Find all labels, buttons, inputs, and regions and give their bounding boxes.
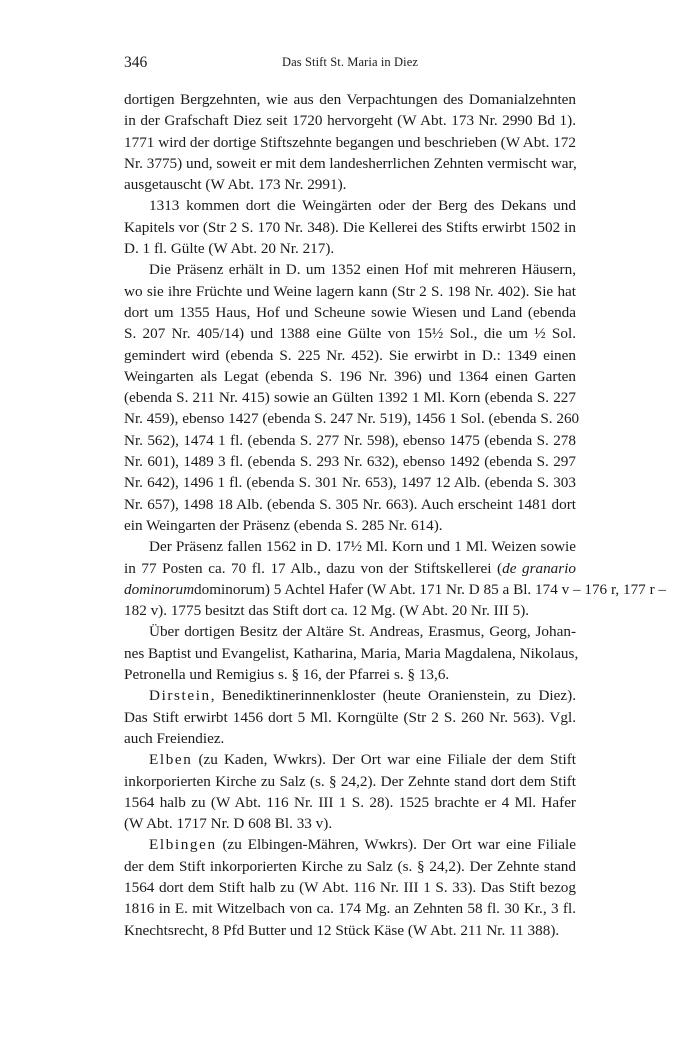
text-line: dort um 1355 Haus, Hof und Scheune sowie Wiesen und Land (ebenda [124, 303, 576, 321]
text-line [124, 749, 576, 770]
running-head [124, 54, 576, 76]
text-line: Nr. 601), 1489 3 fl. (ebenda S. 293 Nr. 632), ebenso 1492 (ebenda S. 297 [124, 453, 576, 471]
text-line: Nr. 459), ebenso 1427 (ebenda S. 247 Nr. 519), 1456 1 Sol. (ebenda S. 260 [124, 410, 580, 428]
running-title: Das Stift St. Maria in Diez [281, 55, 418, 69]
page-number: 346 [124, 54, 148, 71]
text-segment: in 77 Posten ca. 70 fl. 17 Alb., dazu von der Stiftskellerei ( [124, 559, 503, 577]
text-segment: (zu Kaden, Wwkrs). Der Ort war eine Filiale der dem Stift [192, 751, 576, 769]
paragraph-2 [124, 259, 580, 536]
book-page [124, 54, 667, 941]
paragraph-1 [124, 195, 576, 259]
text-line: 1771 wird der dortige Stiftszehnte begangen und beschrieben (W Abt. 172 [124, 133, 576, 151]
text-segment: dominorum) 5 Achtel Hafer (W Abt. 171 Nr. D 85 a Bl. 174 v – 176 r, 177 r – [194, 580, 667, 598]
text-line: Die Präsenz erhält in D. um 1352 einen Hof mit mehreren Häusern, [149, 261, 576, 279]
latin-term: dominorum [124, 580, 195, 598]
text-line: 182 v). 1775 besitzt das Stift dort ca. 12 Mg. (W Abt. 20 Nr. III 5). [124, 602, 530, 620]
text-line: der dem Stift inkorporierten Kirche zu Salz (s. § 24,2). Der Zehnte stand [124, 857, 576, 875]
text-line: Nr. 657), 1498 18 Alb. (ebenda S. 305 Nr. 663). Auch erscheint 1481 dort [124, 495, 576, 513]
text-line: dortigen Bergzehnten, wie aus den Verpachtungen des Domanialzehnten [124, 91, 576, 108]
paragraph-6 [124, 749, 576, 834]
text-line: auch Freiendiez. [124, 729, 225, 747]
text-segment: , Benediktinerinnenkloster (heute Oranienstein, zu Diez). [210, 687, 576, 705]
text-line: Knechtsrecht, 8 Pfd Butter und 12 Stück Käse (W Abt. 211 Nr. 11 388). [124, 921, 560, 939]
place-name: Elben [149, 751, 193, 769]
text-line: 1564 halb zu (W Abt. 116 Nr. III 1 S. 28). 1525 brachte er 4 Ml. Hafer [124, 793, 576, 811]
paragraph-3 [124, 536, 667, 621]
text-line [124, 579, 667, 600]
latin-term: de granario [502, 559, 577, 577]
text-line: nes Baptist und Evangelist, Katharina, Maria, Maria Magdalena, Nikolaus, [124, 644, 579, 662]
paragraph-4 [124, 621, 579, 685]
place-name: Dirstein [149, 687, 211, 705]
paragraph-0 [124, 89, 576, 195]
text-line: Nr. 562), 1474 1 fl. (ebenda S. 277 Nr. 598), ebenso 1475 (ebenda S. 278 [124, 431, 576, 449]
text-line: Nr. 3775) und, soweit er mit dem landesherrlichen Zehnten vermischt war, [124, 154, 577, 172]
text-line: gemindert wird (ebenda S. 225 Nr. 452). Sie erwirbt in D.: 1349 einen [124, 346, 576, 364]
text-line: wo sie ihre Früchte und Weine lagern kann (Str 2 S. 198 Nr. 402). Sie hat [124, 282, 576, 300]
text-line: 1816 in E. mit Witzelbach von ca. 174 Mg. an Zehnten 58 fl. 30 Kr., 3 fl. [124, 900, 576, 918]
body-text [124, 89, 667, 941]
text-line: D. 1 fl. Gülte (W Abt. 20 Nr. 217). [124, 240, 335, 258]
text-line: inkorporierten Kirche zu Salz (s. § 24,2). Der Zehnte stand dort dem Stift [124, 772, 576, 790]
text-line: S. 207 Nr. 405/14) und 1388 eine Gülte von 15½ Sol., die um ½ Sol. [124, 325, 576, 343]
text-line: Weingarten als Legat (ebenda S. 196 Nr. 396) und 1364 einen Garten [124, 367, 576, 385]
text-line: ausgetauscht (W Abt. 173 Nr. 2991). [124, 176, 347, 194]
text-line: ein Weingarten der Präsenz (ebenda S. 285 Nr. 614). [124, 516, 443, 534]
text-line [124, 685, 576, 706]
place-name: Elbingen [149, 836, 217, 854]
text-line: (ebenda S. 211 Nr. 415) sowie an Gülten 1392 1 Ml. Korn (ebenda S. 227 [124, 389, 576, 407]
text-line: Nr. 642), 1496 1 fl. (ebenda S. 301 Nr. 653), 1497 12 Alb. (ebenda S. 303 [124, 474, 576, 492]
text-line [124, 558, 576, 579]
text-line: in der Grafschaft Diez seit 1720 hervorgeht (W Abt. 173 Nr. 2990 Bd 1). [124, 112, 576, 130]
text-line: (W Abt. 1717 Nr. D 608 Bl. 33 v). [124, 815, 333, 833]
text-line: 1564 dort dem Stift halb zu (W Abt. 116 Nr. III 1 S. 33). Das Stift bezog [124, 878, 576, 896]
text-line [124, 834, 576, 855]
paragraph-5 [124, 685, 576, 749]
text-line: Über dortigen Besitz der Altäre St. Andreas, Erasmus, Georg, Johan- [149, 623, 576, 641]
text-line: Petronella und Remigius s. § 16, der Pfarrei s. § 13,6. [124, 666, 450, 684]
text-line: Kapitels vor (Str 2 S. 170 Nr. 348). Die Kellerei des Stifts erwirbt 1502 in [124, 218, 576, 236]
text-line: 1313 kommen dort die Weingärten oder der Berg des Dekans und [149, 197, 576, 215]
paragraph-7 [124, 834, 576, 940]
text-line: Der Präsenz fallen 1562 in D. 17½ Ml. Korn und 1 Ml. Weizen sowie [149, 538, 576, 556]
text-segment: (zu Elbingen-Mähren, Wwkrs). Der Ort war eine Filiale [216, 836, 576, 854]
text-line: Das Stift erwirbt 1456 dort 5 Ml. Korngülte (Str 2 S. 260 Nr. 563). Vgl. [124, 708, 576, 726]
